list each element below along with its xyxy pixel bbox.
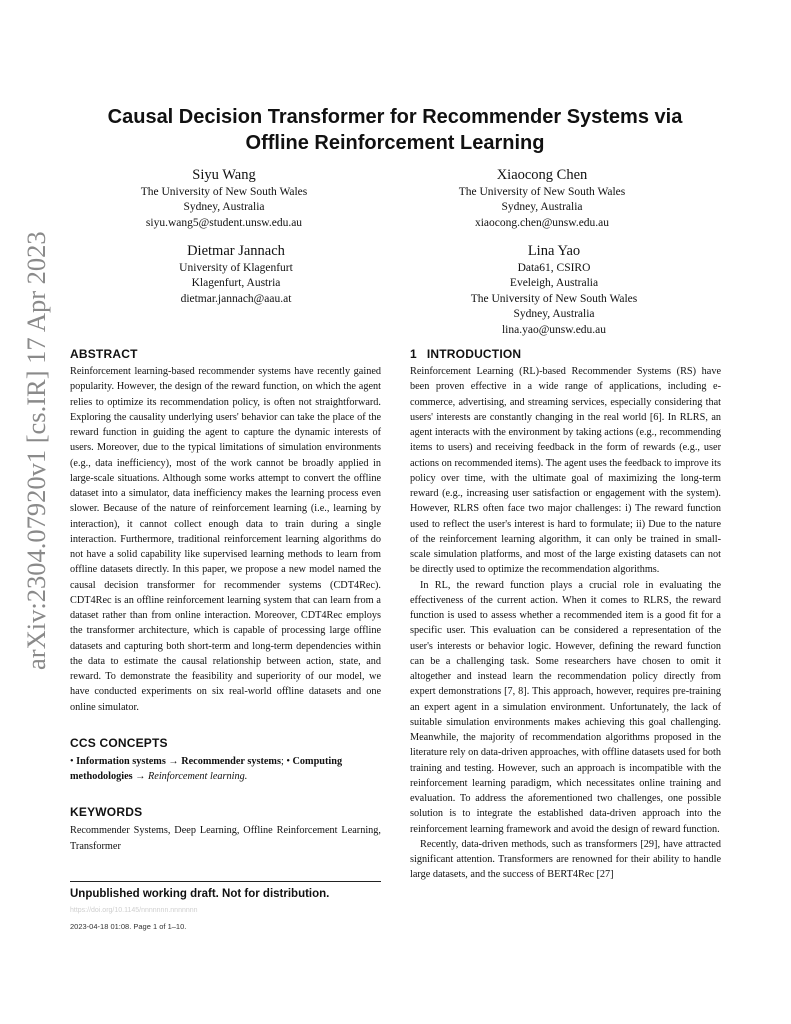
author-name: Xiaocong Chen	[496, 167, 588, 183]
author-affiliation: University of Klagenfurt	[179, 262, 293, 274]
author-name: Siyu Wang	[192, 167, 256, 183]
section-title: INTRODUCTION	[426, 347, 522, 361]
author-name: Lina Yao	[527, 243, 581, 259]
section-number: 1	[410, 347, 417, 361]
author-location: Sydney, Australia	[183, 201, 265, 214]
author-location-2: Sydney, Australia	[513, 308, 595, 321]
intro-paragraph: Recently, data-driven methods, such as transformers [29], have attracted significant attention. Transformers are renowned for their ability to handle large datasets, and the success of BERT4Rec [27]	[410, 838, 721, 881]
author-location: Klagenfurt, Austria	[191, 277, 281, 290]
paper-title	[70, 104, 720, 156]
author-email: lina.yao@unsw.edu.au	[501, 323, 607, 336]
author-email: xiaocong.chen@unsw.edu.au	[474, 216, 610, 229]
author-affiliation-2: The University of New South Wales	[470, 292, 638, 305]
author-affiliation: The University of New South Wales	[458, 186, 626, 198]
author-location: Sydney, Australia	[501, 201, 583, 214]
author-block	[392, 166, 692, 231]
author-affiliation: Data61, CSIRO	[517, 262, 591, 274]
author-location: Eveleigh, Australia	[509, 277, 599, 290]
ccs-term: Information systems	[76, 755, 166, 767]
ccs-concepts: • Information systems → Recommender systems; • Computing methodologies → Reinforcement learning.	[70, 755, 343, 782]
ccs-term: Recommender systems	[181, 755, 281, 767]
doi-watermark-text: https://doi.org/10.1145/nnnnnnn.nnnnnnn	[70, 907, 198, 914]
title-line-2: Offline Reinforcement Learning	[245, 132, 545, 154]
author-block	[404, 242, 704, 338]
intro-paragraph: In RL, the reward function plays a crucial role in evaluating the effectiveness of the current action. When it comes to RLRS, the reward function is used to assess whether a recommended item is a good fit for a specific user. This evaluation can be considered a representation of the user's interests or behavior logic. However, defining the reward function can be a challenging task. Some researchers have chosen to omit it altogether and instead learn the recommendation policy directly from expert demonstrations [7, 8]. This approach, however, requires pre-training an expert agent in a simulation environment. Unfortunately, the lack of suitable simulation environments makes achieving this goal challenging. Meanwhile, the majority of recommendation algorithms proposed in the literature rely on data-driven approaches, with offline datasets used for both training and testing. However, such an approach is incompatible with the reinforcement learning paradigm, which necessitates online training and evaluation. To address the aforementioned two challenges, one possible solution is to integrate the established data-driven approach into the reinforcement learning framework and avoid the design of reward function.	[410, 579, 721, 835]
ccs-term: Computing methodologies	[70, 755, 343, 782]
abstract-heading: ABSTRACT	[70, 347, 138, 361]
ccs-heading: CCS CONCEPTS	[70, 735, 168, 750]
intro-paragraph: Reinforcement Learning (RL)-based Recommender Systems (RS) have been proven effective in a wide range of applications, including e-commerce, advertising, and streaming services, especially considering that users' interests are constantly changing in the real world [6]. In RLRS, an agent interacts with the environment by taking actions (e.g., recommending items to users) and receiving feedback in the form of rewards (e.g., user actions on recommended items). The agent uses the feedback to improve its policy over time, with the ultimate goal of maximizing the long-term reward (e.g., increasing user satisfaction or engagement with the system). However, RLRS often face two major challenges: i) The reward function used to reflect the user's interest is hard to formulate; ii) Due to the nature of the reinforcement learning algorithm, it can only be trained in small-scale simulation platforms, and most of the large existing datasets can not be directly used to optimize the recommendation algorithms.	[410, 366, 721, 576]
draft-notice: Unpublished working draft. Not for distribution.	[70, 888, 330, 900]
ccs-arrow: →	[168, 755, 179, 767]
ccs-arrow: →	[135, 771, 146, 782]
page-meta: 2023-04-18 01:08. Page 1 of 1–10.	[70, 922, 187, 931]
footer-rule	[70, 881, 381, 882]
right-column	[410, 346, 721, 883]
keywords-text: Recommender Systems, Deep Learning, Offline Reinforcement Learning, Transformer	[70, 825, 381, 852]
author-block	[86, 242, 386, 307]
author-email: dietmar.jannach@aau.at	[180, 292, 292, 305]
keywords-heading: KEYWORDS	[70, 805, 143, 820]
author-email: siyu.wang5@student.unsw.edu.au	[145, 216, 303, 229]
arxiv-identifier: arXiv:2304.07920v1 [cs.IR] 17 Apr 2023	[21, 231, 51, 670]
author-name: Dietmar Jannach	[187, 243, 285, 259]
left-column	[70, 346, 381, 854]
section-heading	[410, 346, 721, 362]
title-line-1: Causal Decision Transformer for Recommender Systems via	[107, 106, 683, 128]
ccs-term-italic: Reinforcement learning.	[148, 771, 248, 782]
abstract-text: Reinforcement learning-based recommender systems have recently gained popularity. However, the design of the reward function, on which the agent relies to optimize its recommendation policy, is often not straightforward. Exploring the causality underlying users' behavior can take the place of the reward function in guiding the agent to capture the dynamic interests of users. Moreover, due to the typical limitations of simulation environments (e.g., data inefficiency), most of the work cannot be broadly applied in large-scale situations. Although some works attempt to convert the offline dataset into a simulator, data inefficiency makes the learning process even slower. Because of the nature of reinforcement learning (i.e., learning by interaction), it cannot collect enough data to train during a single interaction. Furthermore, traditional reinforcement learning algorithms do not have a solid capability like supervised learning methods to learn from offline datasets directly. In this paper, we propose a new model named the causal decision transformer for recommender systems (CDT4Rec). CDT4Rec is an offline reinforcement learning system that can learn from a dataset rather than from online interaction. Moreover, CDT4Rec employs the transformer architecture, which is capable of processing large offline datasets and capturing both short-term and long-term dependencies within the data to estimate the causal relationship between action, state, and reward. To demonstrate the feasibility and superiority of our model, we have conducted experiments on six real-world offline datasets and one online simulator.	[70, 366, 381, 713]
author-block	[74, 166, 374, 231]
author-affiliation: The University of New South Wales	[140, 186, 308, 198]
